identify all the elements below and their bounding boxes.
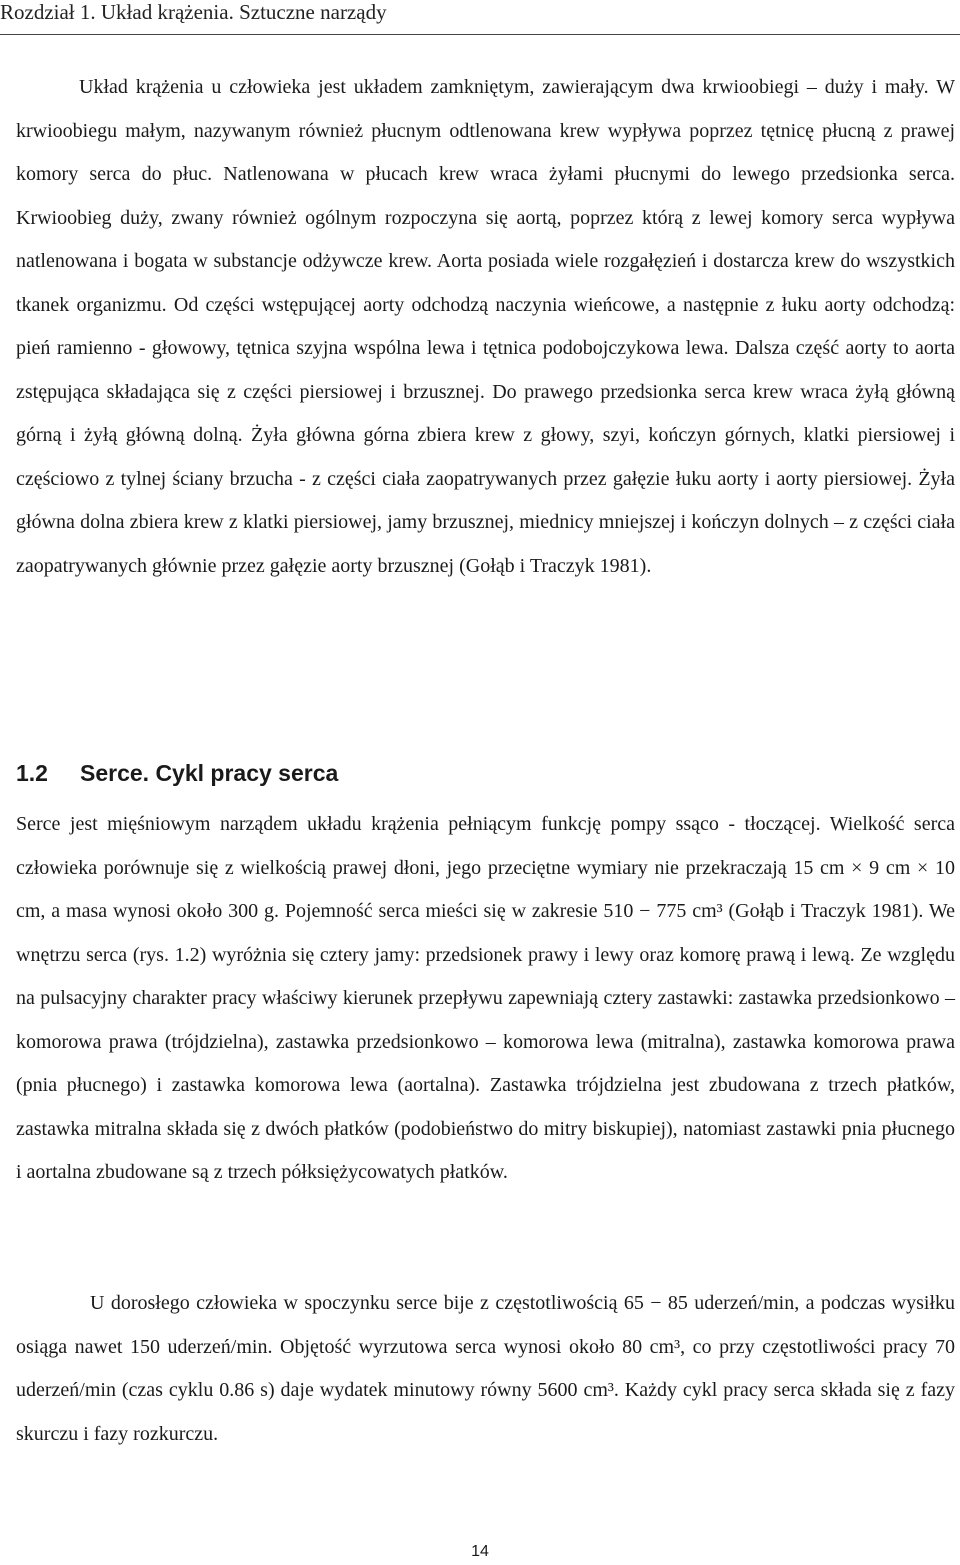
paragraph-heart-rate: U dorosłego człowieka w spoczynku serce bije z częstotliwością 65 − 85 uderzeń/min, a podczas wysiłku osiąga nawet 150 uderzeń/min. Objętość wyrzutowa serca wynosi około 80 cm³, co przy częstotliwości pracy 70 uderzeń/min (czas cyklu 0.86 s) daje wydatek minutowy równy 5600 cm³. Każdy cykl pracy serca składa się z fazy skurczu i fazy rozkurczu. [16, 1292, 955, 1445]
page-number: 14 [471, 1543, 489, 1560]
section-number: 1.2 [16, 760, 48, 786]
section-title: Serce. Cykl pracy serca [80, 760, 339, 786]
running-header: Rozdział 1. Układ krążenia. Sztuczne narządy [0, 0, 387, 24]
paragraph-circulatory-system: Układ krążenia u człowieka jest układem zamkniętym, zawierającym dwa krwioobiegi – duży i mały. W krwioobiegu małym, nazywanym również płucnym odtlenowana krew wypływa poprzez tętnicę płucną z prawej komory serca do płuc. Natlenowana w płucach krew wraca żyłami płucnymi do lewego przedsionka serca. Krwioobieg duży, zwany również ogólnym rozpoczyna się aortą, poprzez którą z lewej komory serca wypływa natlenowana i bogata w substancje odżywcze krew. Aorta posiada wiele rozgałęzień i dostarcza krew do wszystkich tkanek organizmu. Od części wstępującej aorty odchodzą naczynia wieńcowe, a następnie z łuku aorty odchodzą: pień ramienno - głowowy, tętnica szyjna wspólna lewa i tętnica podobojczykowa lewa. Dalsza część aorty to aorta zstępująca składająca się z części piersiowej i brzusznej. Do prawego przedsionka serca krew wraca żyłą główną górną i żyłą główną dolną. Żyła główna górna zbiera krew z głowy, szyi, kończyn górnych, klatki piersiowej i częściowo z tylnej ściany brzucha - z części ciała zaopatrywanych przez gałęzie łuku aorty i aorty piersiowej. Żyła główna dolna zbiera krew z klatki piersiowej, jamy brzusznej, miednicy mniejszej i kończyn dolnych – z części ciała zaopatrywanych głównie przez gałęzie aorty brzusznej (Gołąb i Traczyk 1981). [16, 76, 955, 577]
paragraph-heart-anatomy: Serce jest mięśniowym narządem układu krążenia pełniącym funkcję pompy ssąco - tłoczącej. Wielkość serca człowieka porównuje się z wielkością prawej dłoni, jego przeciętne wymiary nie przekraczają 15 cm × 9 cm × 10 cm, a masa wynosi około 300 g. Pojemność serca mieści się w zakresie 510 − 775 cm³ (Gołąb i Traczyk 1981). We wnętrzu serca (rys. 1.2) wyróżnia się cztery jamy: przedsionek prawy i lewy oraz komorę prawą i lewą. Ze względu na pulsacyjny charakter pracy właściwy kierunek przepływu zapewniają cztery zastawki: zastawka przedsionkowo – komorowa prawa (trójdzielna), zastawka przedsionkowo – komorowa lewa (mitralna), zastawka komorowa prawa (pnia płucnego) i zastawka komorowa lewa (aortalna). Zastawka trójdzielna jest zbudowana z trzech płatków, zastawka mitralna składa się z dwóch płatków (podobieństwo do mitry biskupiej), natomiast zastawki pnia płucnego i aortalna zbudowane są z trzech półksiężycowatych płatków. [16, 813, 955, 1183]
section-heading [16, 757, 338, 789]
header-divider [0, 34, 960, 35]
